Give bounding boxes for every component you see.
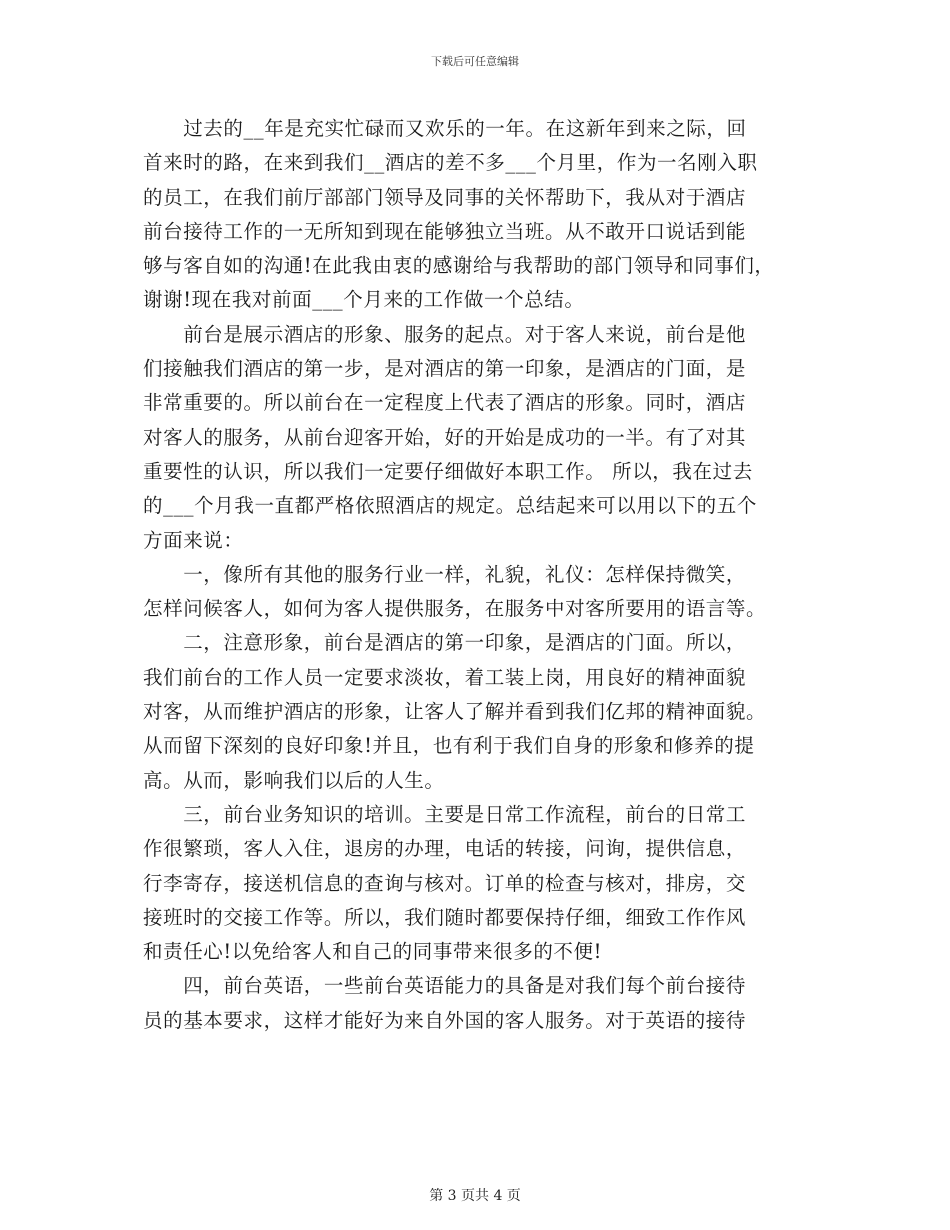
text-line: 接班时的交接工作等。所以，我们随时都要保持仔细，细致工作作风 (143, 905, 747, 929)
text-line: 们接触我们酒店的第一步，是对酒店的第一印象，是酒店的门面，是 (143, 357, 747, 381)
text-line: 过去的__年是充实忙碌而又欢乐的一年。在这新年到来之际，回 (143, 117, 747, 140)
text-line: 我们前台的工作人员一定要求淡妆，着工装上岗，用良好的精神面貌 (143, 665, 747, 689)
text-line: 方面来说： (143, 528, 244, 552)
text-line: 高。从而，影响我们以后的人生。 (143, 768, 445, 792)
text-line: 非常重要的。所以前台在一定程度上代表了酒店的形象。同时，酒店 (143, 391, 747, 415)
text-line: 重要性的认识，所以我们一定要仔细做好本职工作。 所以，我在过去 (143, 459, 753, 483)
text-line: 员的基本要求，这样才能好为来自外国的客人服务。对于英语的接待 (143, 1008, 747, 1032)
text-line: 三，前台业务知识的培训。主要是日常工作流程，前台的日常工 (143, 802, 747, 826)
text-line: 从而留下深刻的良好印象!并且，也有利于我们自身的形象和修养的提 (143, 734, 755, 758)
text-line: 首来时的路，在来到我们__酒店的差不多___个月里，作为一名刚入职 (143, 151, 758, 175)
page-footer: 第 3 页共 4 页 (429, 1188, 521, 1204)
text-line: 前台接待工作的一无所知到现在能够独立当班。从不敢开口说话到能 (143, 219, 747, 243)
page-header: 下载后可任意编辑 (431, 55, 519, 68)
text-line: 四，前台英语，一些前台英语能力的具备是对我们每个前台接待 (143, 974, 747, 998)
text-line: 一，像所有其他的服务行业一样，礼貌，礼仪：怎样保持微笑， (143, 562, 747, 586)
text-line: 和责任心!以免给客人和自己的同事带来很多的不便! (143, 940, 603, 964)
text-line: 前台是展示酒店的形象、服务的起点。对于客人来说，前台是他 (143, 322, 747, 346)
text-line: 行李寄存，接送机信息的查询与核对。订单的检查与核对，排房，交 (143, 871, 747, 895)
text-line: 对客人的服务，从前台迎客开始，好的开始是成功的一半。有了对其 (143, 425, 747, 449)
text-line: 对客，从而维护酒店的形象，让客人了解并看到我们亿邦的精神面貌。 (143, 700, 767, 724)
text-line: 作很繁琐，客人入住，退房的办理，电话的转接，问询，提供信息， (143, 837, 747, 861)
text-line: 够与客自如的沟通!在此我由衷的感谢给与我帮助的部门领导和同事们， (143, 254, 775, 278)
document-body (143, 112, 813, 1038)
text-line: 的___个月我一直都严格依照酒店的规定。总结起来可以用以下的五个 (143, 494, 757, 518)
text-line: 二，注意形象，前台是酒店的第一印象，是酒店的门面。所以， (143, 631, 747, 655)
text-line: 的员工，在我们前厅部部门领导及同事的关怀帮助下，我从对于酒店 (143, 185, 747, 209)
text-line: 谢谢!现在我对前面___个月来的工作做一个总结。 (143, 288, 585, 312)
text-line: 怎样问候客人，如何为客人提供服务，在服务中对客所要用的语言等。 (143, 597, 767, 621)
